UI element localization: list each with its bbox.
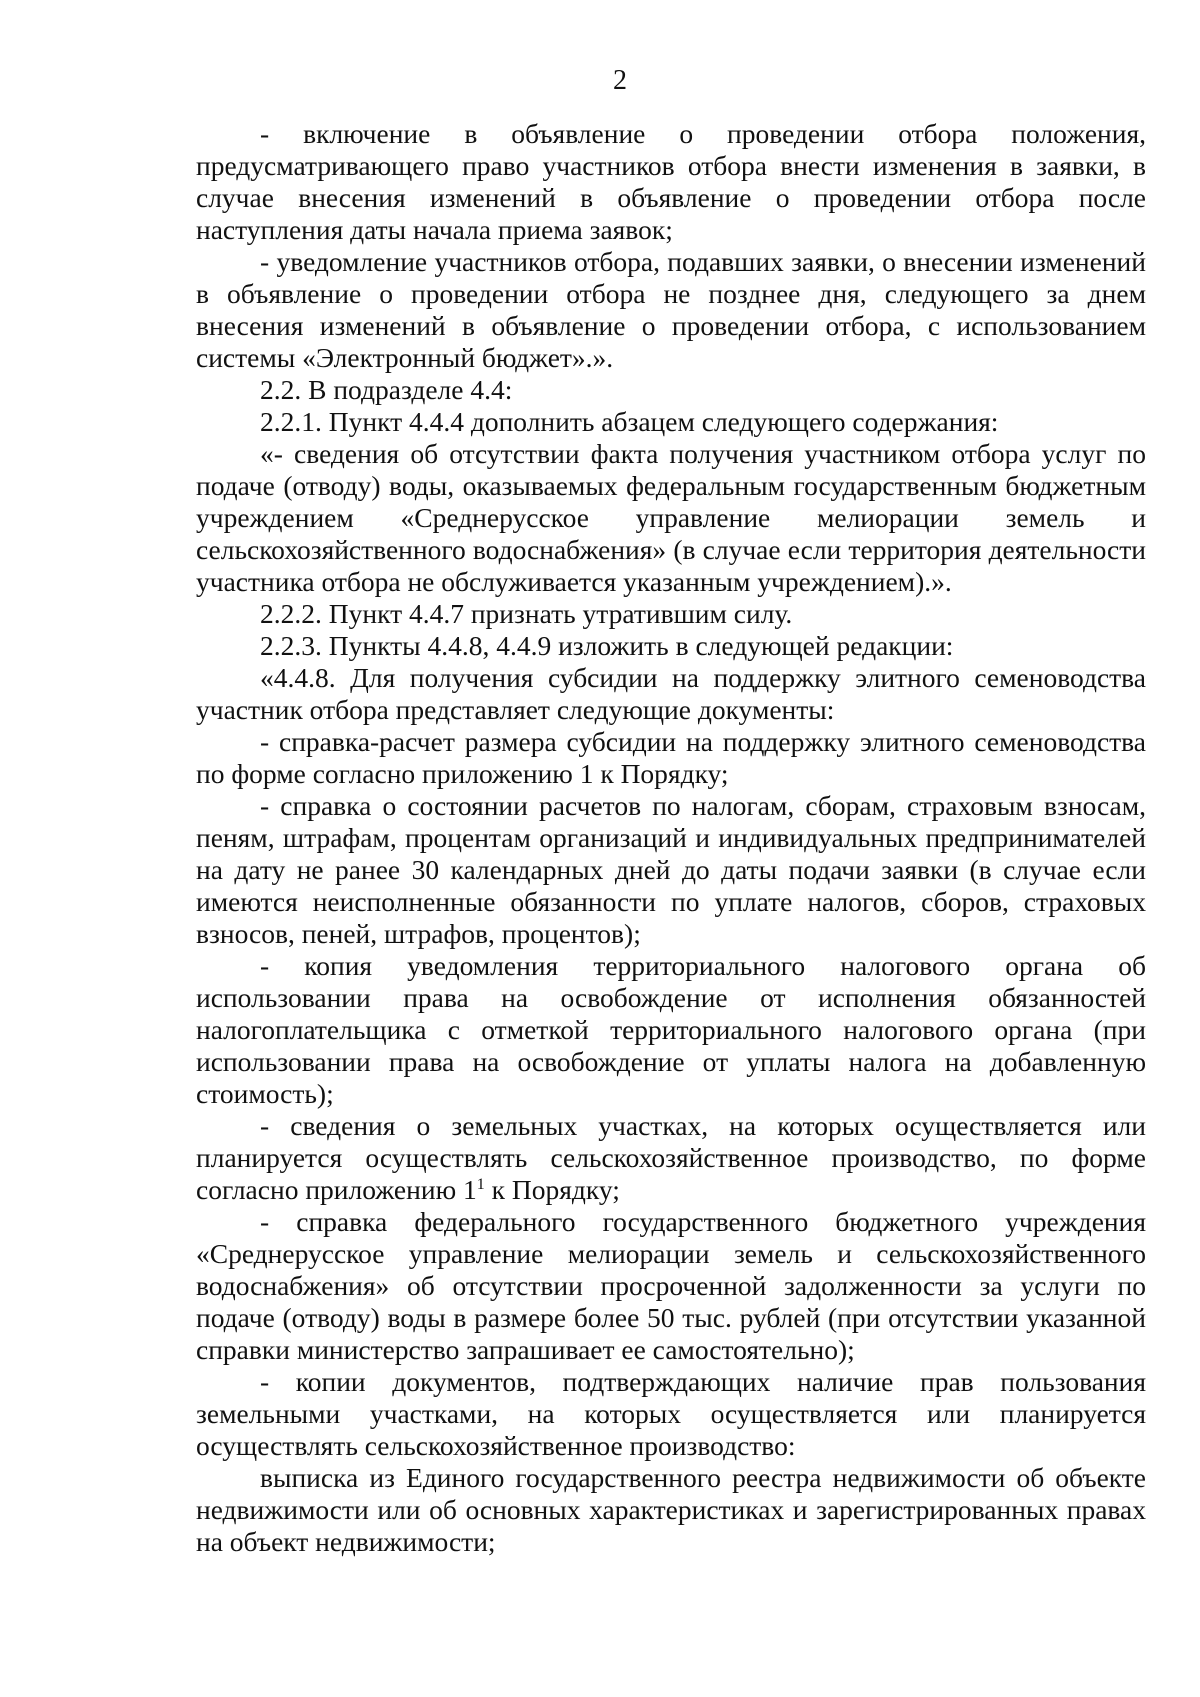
land-plots-text: - сведения о земельных участках, на которых осуществляется или планируется осуществлять сельскохозяйственное производство, по форме согласно приложению 1	[196, 1110, 1146, 1205]
list-item-vat-notice-copy: - копия уведомления территориального налогового органа об использовании права на освобождение от исполнения обязанностей налогоплательщика с отметкой территориального налогового органа (при использовании права на освобождение от уплаты налога на добавленную стоимость);	[196, 950, 1146, 1109]
paragraph-2-2-1: 2.2.1. Пункт 4.4.4 дополнить абзацем следующего содержания:	[260, 406, 999, 437]
paragraph-change-applications: - включение в объявление о проведении отбора положения, предусматривающего право участников отбора внести изменения в заявки, в случае внесения изменений в объявление о проведении отбора после наступления даты начала приема заявок;	[196, 118, 1146, 245]
page-number: 2	[613, 65, 627, 96]
list-item-calculation-certificate: - справка-расчет размера субсидии на поддержку элитного семеноводства по форме согласно приложению 1 к Порядку;	[196, 726, 1146, 789]
list-item-tax-certificate: - справка о состоянии расчетов по налогам, сборам, страховым взносам, пеням, штрафам, процентам организаций и индивидуальных предпринимателей на дату не ранее 30 календарных дней до даты подачи заявки (в случае если имеются неисполненные обязанности по уплате налогов, сборов, страховых взносов, пеней, штрафов, процентов);	[196, 790, 1146, 949]
list-item-egrn-extract: выписка из Единого государственного реестра недвижимости об объекте недвижимости или об основных характеристиках и зарегистрированных правах на объект недвижимости;	[196, 1462, 1146, 1557]
list-item-debt-certificate: - справка федерального государственного бюджетного учреждения «Среднерусское управление мелиорации земель и сельскохозяйственного водоснабжения» об отсутствии просроченной задолженности за услуги по подаче (отводу) воды в размере более 50 тыс. рублей (при отсутствии указанной справки министерство запрашивает ее самостоятельно);	[196, 1206, 1146, 1365]
document-body	[196, 118, 1146, 1558]
paragraph-2-2-2: 2.2.2. Пункт 4.4.7 признать утратившим силу.	[260, 598, 793, 629]
superscript: 1	[476, 1175, 485, 1193]
list-item-land-plots-info	[196, 1110, 1146, 1206]
list-item-land-rights-copies: - копии документов, подтверждающих наличие прав пользования земельными участками, на которых осуществляется или планируется осуществлять сельскохозяйственное производство:	[196, 1366, 1146, 1461]
paragraph-2-2: 2.2. В подразделе 4.4:	[260, 374, 513, 405]
land-plots-text-end: к Порядку;	[484, 1174, 620, 1205]
paragraph-notify-participants: - уведомление участников отбора, подавших заявки, о внесении изменений в объявление о проведении отбора не позднее дня, следующего за днем внесения изменений в объявление о проведении отбора, с использованием системы «Электронный бюджет».».	[196, 246, 1146, 373]
paragraph-water-services: «- сведения об отсутствии факта получения участником отбора услуг по подаче (отводу) воды, оказываемых федеральным государственным бюджетным учреждением «Среднерусское управление мелиорации земель и сельскохозяйственного водоснабжения» (в случае если территория деятельности участника отбора не обслуживается указанным учреждением).».	[196, 438, 1146, 597]
paragraph-4-4-8: «4.4.8. Для получения субсидии на поддержку элитного семеноводства участник отбора представляет следующие документы:	[196, 662, 1146, 725]
paragraph-2-2-3: 2.2.3. Пункты 4.4.8, 4.4.9 изложить в следующей редакции:	[260, 630, 954, 661]
